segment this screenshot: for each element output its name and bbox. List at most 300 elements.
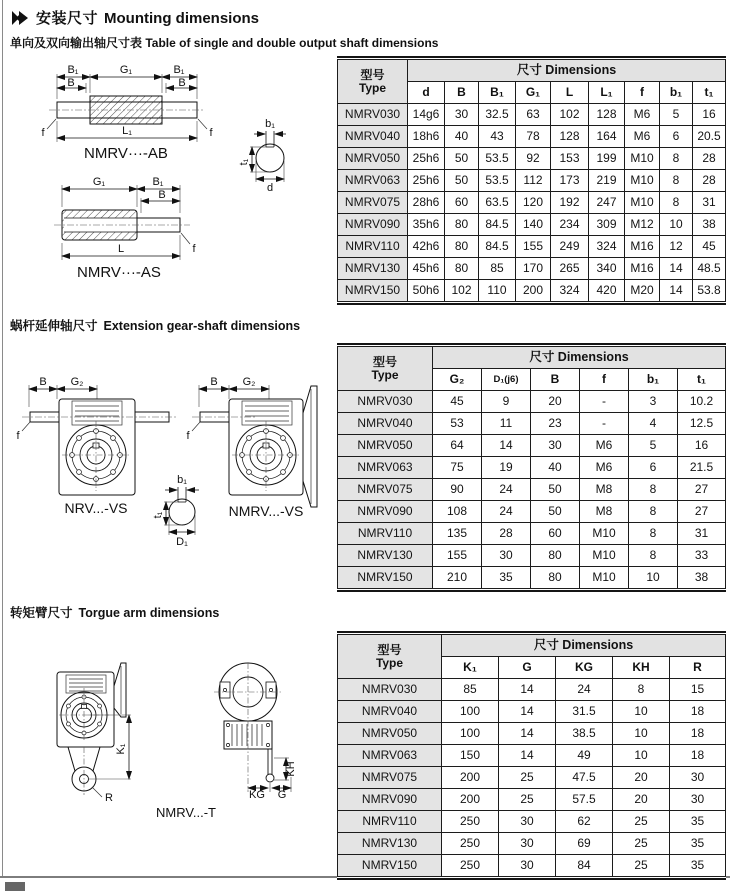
- dim-cell: 150: [442, 745, 499, 767]
- table-row: [338, 701, 726, 723]
- dim-label-L: L: [117, 243, 125, 255]
- dim-cell: 8: [629, 523, 678, 545]
- dim-label-G1: G₁: [92, 176, 106, 188]
- dim-cell: M6: [625, 104, 660, 126]
- dim-cell: 42h6: [408, 236, 445, 258]
- col-header-G2: G₂: [433, 369, 482, 391]
- dim-cell: 14g6: [408, 104, 445, 126]
- dim-cell: 85: [442, 679, 499, 701]
- extension-shaft-drawing: [2, 355, 332, 600]
- col-header-t1: t₁: [678, 369, 726, 391]
- dim-cell: 84.5: [479, 214, 516, 236]
- dim-cell: 120: [516, 192, 551, 214]
- dim-cell: 80: [445, 236, 479, 258]
- dim-cell: 31.5: [556, 701, 613, 723]
- type-cell: NMRV050: [338, 723, 442, 745]
- type-header-zh: 型号: [360, 67, 385, 82]
- table-row: [338, 126, 726, 148]
- dim-cell: 135: [433, 523, 482, 545]
- dim-cell: 153: [551, 148, 589, 170]
- table-row: [338, 545, 726, 567]
- dim-cell: 112: [516, 170, 551, 192]
- dim-label-d: d: [266, 182, 274, 194]
- dim-cell: M12: [625, 214, 660, 236]
- drawing-caption-nrv-vs: NRV...-VS: [64, 500, 128, 516]
- type-cell: NMRV075: [338, 767, 442, 789]
- col-header-b1: b₁: [629, 369, 678, 391]
- dim-cell: 8: [613, 679, 670, 701]
- dim-cell: 16: [678, 435, 726, 457]
- table-row: [338, 413, 726, 435]
- table-row: [338, 833, 726, 855]
- dim-cell: 340: [589, 258, 625, 280]
- torque-title-zh: 转矩臂尺寸: [10, 606, 73, 620]
- col-header-f: f: [625, 82, 660, 104]
- table-row: [338, 811, 726, 833]
- dim-cell: 25: [499, 767, 556, 789]
- type-cell: NMRV063: [338, 170, 408, 192]
- dim-cell: 8: [629, 545, 678, 567]
- dim-cell: 25: [499, 789, 556, 811]
- dim-cell: 24: [482, 479, 531, 501]
- page-title-zh: 安装尺寸: [36, 10, 99, 27]
- dim-cell: 80: [445, 214, 479, 236]
- dim-cell: 173: [551, 170, 589, 192]
- dim-label-B: B: [178, 77, 186, 89]
- dim-cell: 140: [516, 214, 551, 236]
- dim-cell: 200: [442, 767, 499, 789]
- type-cell: NMRV030: [338, 391, 433, 413]
- drawing-caption-nmrv-vs: NMRV...-VS: [228, 503, 304, 519]
- dim-label-G1: G₁: [119, 64, 133, 76]
- type-cell: NMRV030: [338, 104, 408, 126]
- dim-cell: 14: [499, 745, 556, 767]
- type-cell: NMRV130: [338, 545, 433, 567]
- dim-cell: 27: [678, 501, 726, 523]
- drawing-caption-ab: NMRV···-AB: [84, 145, 168, 162]
- dim-cell: 31: [678, 523, 726, 545]
- dim-cell: 12.5: [678, 413, 726, 435]
- dim-label-G: G: [277, 789, 287, 801]
- table-row: [338, 214, 726, 236]
- dim-label-f: f: [16, 430, 20, 442]
- dim-cell: 8: [660, 170, 693, 192]
- dim-cell: 10: [629, 567, 678, 589]
- dim-cell: 5: [660, 104, 693, 126]
- dim-label-f: f: [186, 430, 190, 442]
- table-row: [338, 679, 726, 701]
- dim-cell: 30: [499, 855, 556, 877]
- dim-cell: 24: [482, 501, 531, 523]
- col-header-B: B: [531, 369, 580, 391]
- type-cell: NMRV063: [338, 457, 433, 479]
- dim-cell: 10: [613, 701, 670, 723]
- dim-cell: 45h6: [408, 258, 445, 280]
- dim-cell: 60: [445, 192, 479, 214]
- dim-cell: 45: [433, 391, 482, 413]
- dim-cell: 420: [589, 280, 625, 302]
- dim-label-KH: KH: [285, 761, 297, 777]
- dim-cell: 11: [482, 413, 531, 435]
- type-cell: NMRV030: [338, 679, 442, 701]
- type-header-en: Type: [375, 655, 404, 670]
- page-title-en: Mounting dimensions: [104, 10, 260, 27]
- dim-cell: 14: [499, 679, 556, 701]
- dim-cell: 63.5: [479, 192, 516, 214]
- col-header-G: G: [499, 657, 556, 679]
- dim-cell: 164: [589, 126, 625, 148]
- dimensions-header: 尺寸 Dimensions: [433, 347, 726, 369]
- dim-cell: 35h6: [408, 214, 445, 236]
- dim-cell: 100: [442, 723, 499, 745]
- dim-cell: 25h6: [408, 170, 445, 192]
- col-header-G1: G₁: [516, 82, 551, 104]
- col-header-B1: B₁: [479, 82, 516, 104]
- dim-cell: M10: [580, 567, 629, 589]
- dim-cell: 53.5: [479, 170, 516, 192]
- dim-cell: 78: [516, 126, 551, 148]
- dim-cell: 21.5: [678, 457, 726, 479]
- col-header-d: d: [408, 82, 445, 104]
- dim-cell: 35: [482, 567, 531, 589]
- subtitle-en: Table of single and double output shaft dimensions: [145, 36, 439, 50]
- type-cell: NMRV040: [338, 126, 408, 148]
- table-row: [338, 723, 726, 745]
- dim-cell: 64: [433, 435, 482, 457]
- type-header-en: Type: [358, 80, 387, 95]
- dim-cell: 28: [482, 523, 531, 545]
- type-header: [338, 635, 442, 679]
- dim-cell: 53: [433, 413, 482, 435]
- dim-cell: 128: [551, 126, 589, 148]
- dim-cell: 20: [531, 391, 580, 413]
- dim-label-R: R: [105, 792, 113, 804]
- dim-cell: 6: [660, 126, 693, 148]
- dim-cell: 18h6: [408, 126, 445, 148]
- dim-cell: M16: [625, 236, 660, 258]
- section-marker-icon: [12, 11, 29, 25]
- dim-label-f: f: [41, 127, 45, 139]
- dim-label-b1: b₁: [265, 118, 275, 130]
- dim-cell: 249: [551, 236, 589, 258]
- col-header-f: f: [580, 369, 629, 391]
- dim-label-B: B: [210, 376, 218, 388]
- dim-cell: 199: [589, 148, 625, 170]
- dim-cell: M10: [580, 545, 629, 567]
- dim-cell: 18: [670, 701, 726, 723]
- dim-cell: -: [580, 413, 629, 435]
- dim-label-B1: B₁: [67, 64, 79, 76]
- dim-cell: 20.5: [693, 126, 726, 148]
- dim-label-b1: b₁: [177, 474, 187, 486]
- dim-cell: 102: [445, 280, 479, 302]
- dim-cell: 62: [556, 811, 613, 833]
- dim-cell: 45: [693, 236, 726, 258]
- dim-cell: 50h6: [408, 280, 445, 302]
- dim-cell: 30: [670, 767, 726, 789]
- dim-cell: 50: [531, 479, 580, 501]
- dim-cell: 10.2: [678, 391, 726, 413]
- dim-cell: 85: [479, 258, 516, 280]
- dim-cell: 43: [479, 126, 516, 148]
- table-row: [338, 170, 726, 192]
- dim-label-D1: D₁: [176, 536, 188, 548]
- dim-cell: 250: [442, 855, 499, 877]
- dim-cell: 102: [551, 104, 589, 126]
- dim-cell: M6: [625, 126, 660, 148]
- dim-cell: 25: [613, 833, 670, 855]
- dim-cell: 24: [556, 679, 613, 701]
- dim-cell: 53.5: [479, 148, 516, 170]
- dim-cell: 50: [445, 148, 479, 170]
- dim-cell: 309: [589, 214, 625, 236]
- dim-cell: M8: [580, 501, 629, 523]
- type-cell: NMRV150: [338, 855, 442, 877]
- table-row: [338, 501, 726, 523]
- dim-cell: 8: [660, 148, 693, 170]
- dim-cell: 84: [556, 855, 613, 877]
- dim-cell: 19: [482, 457, 531, 479]
- dim-cell: 210: [433, 567, 482, 589]
- dim-cell: M10: [625, 148, 660, 170]
- dim-cell: 10: [613, 723, 670, 745]
- page-title: [36, 7, 259, 28]
- dim-cell: 50: [445, 170, 479, 192]
- dim-cell: 10: [660, 214, 693, 236]
- dim-cell: 38: [678, 567, 726, 589]
- table-row: [338, 192, 726, 214]
- dim-cell: 9: [482, 391, 531, 413]
- dim-label-G2: G₂: [242, 376, 256, 388]
- dimensions-header: 尺寸 Dimensions: [442, 635, 726, 657]
- table-row: [338, 855, 726, 877]
- dim-cell: 16: [693, 104, 726, 126]
- table-row: [338, 391, 726, 413]
- dim-cell: M6: [580, 457, 629, 479]
- output-shaft-table: [337, 56, 726, 305]
- dim-cell: 14: [499, 723, 556, 745]
- table-header-row: [338, 635, 726, 657]
- type-cell: NMRV130: [338, 833, 442, 855]
- dim-cell: 30: [499, 811, 556, 833]
- extension-section-title: [10, 316, 300, 334]
- dim-cell: 28: [693, 148, 726, 170]
- dim-cell: 8: [629, 479, 678, 501]
- dim-cell: 14: [660, 258, 693, 280]
- dim-label-KG: KG: [249, 789, 265, 801]
- dim-cell: 8: [660, 192, 693, 214]
- type-cell: NMRV110: [338, 236, 408, 258]
- dim-cell: 219: [589, 170, 625, 192]
- dim-cell: M10: [625, 170, 660, 192]
- drawing-caption-t: NMRV...-T: [156, 805, 216, 820]
- dim-cell: 192: [551, 192, 589, 214]
- type-cell: NMRV110: [338, 523, 433, 545]
- table-row: [338, 104, 726, 126]
- dim-cell: 4: [629, 413, 678, 435]
- type-cell: NMRV075: [338, 192, 408, 214]
- torque-title-en: Torgue arm dimensions: [78, 606, 220, 620]
- dim-cell: 25h6: [408, 148, 445, 170]
- dim-label-t1: t₁: [152, 511, 164, 519]
- type-cell: NMRV063: [338, 745, 442, 767]
- dim-cell: 110: [479, 280, 516, 302]
- dim-cell: 108: [433, 501, 482, 523]
- type-header: [338, 60, 408, 104]
- dim-cell: 48.5: [693, 258, 726, 280]
- table-row: [338, 148, 726, 170]
- type-cell: NMRV090: [338, 214, 408, 236]
- dim-cell: 47.5: [556, 767, 613, 789]
- dim-cell: 170: [516, 258, 551, 280]
- dim-cell: -: [580, 391, 629, 413]
- type-cell: NMRV050: [338, 435, 433, 457]
- dim-label-B: B: [39, 376, 47, 388]
- dim-cell: 69: [556, 833, 613, 855]
- dim-cell: 25: [613, 855, 670, 877]
- dim-cell: M20: [625, 280, 660, 302]
- page-subtitle: [10, 34, 438, 51]
- dim-cell: 5: [629, 435, 678, 457]
- dim-cell: 20: [613, 767, 670, 789]
- output-shaft-drawing: [2, 55, 332, 300]
- dim-cell: 12: [660, 236, 693, 258]
- dim-cell: 27: [678, 479, 726, 501]
- type-header-zh: 型号: [377, 642, 402, 657]
- extension-title-en: Extension gear-shaft dimensions: [103, 319, 301, 333]
- dim-cell: 6: [629, 457, 678, 479]
- table-row: [338, 236, 726, 258]
- dim-label-f: f: [192, 243, 196, 255]
- dim-cell: 18: [670, 723, 726, 745]
- drawing-caption-as: NMRV···-AS: [77, 264, 161, 281]
- dim-cell: 35: [670, 833, 726, 855]
- type-header-zh: 型号: [372, 354, 397, 369]
- col-header-R: R: [670, 657, 726, 679]
- dim-cell: 30: [531, 435, 580, 457]
- dim-cell: 30: [670, 789, 726, 811]
- dim-label-K1: K₁: [115, 743, 127, 755]
- dim-cell: 80: [531, 567, 580, 589]
- table-row: [338, 767, 726, 789]
- dim-cell: 8: [629, 501, 678, 523]
- dim-cell: 265: [551, 258, 589, 280]
- type-cell: NMRV090: [338, 501, 433, 523]
- dim-cell: 49: [556, 745, 613, 767]
- dim-cell: 3: [629, 391, 678, 413]
- dim-cell: M16: [625, 258, 660, 280]
- dim-cell: 247: [589, 192, 625, 214]
- dim-cell: 90: [433, 479, 482, 501]
- dim-label-t1: t₁: [238, 158, 250, 166]
- col-header-KG: KG: [556, 657, 613, 679]
- dim-cell: 14: [660, 280, 693, 302]
- dim-cell: 155: [433, 545, 482, 567]
- torque-section-title: [10, 603, 219, 621]
- dim-cell: 30: [499, 833, 556, 855]
- dim-cell: 38: [693, 214, 726, 236]
- dim-cell: 200: [516, 280, 551, 302]
- dim-cell: 53.8: [693, 280, 726, 302]
- dim-cell: M10: [625, 192, 660, 214]
- table-header-row: [338, 60, 726, 82]
- dim-cell: 10: [613, 745, 670, 767]
- dim-cell: 15: [670, 679, 726, 701]
- col-header-B: B: [445, 82, 479, 104]
- dim-cell: 250: [442, 811, 499, 833]
- dim-label-B: B: [158, 189, 166, 201]
- dim-cell: 63: [516, 104, 551, 126]
- page-header: [12, 7, 259, 28]
- dim-cell: 32.5: [479, 104, 516, 126]
- dim-cell: 57.5: [556, 789, 613, 811]
- col-header-K1: K₁: [442, 657, 499, 679]
- dim-cell: 100: [442, 701, 499, 723]
- dim-label-G2: G₂: [70, 376, 84, 388]
- footer-mark: [5, 882, 25, 891]
- col-header-D1j6: D₁(j6): [482, 369, 531, 391]
- type-cell: NMRV150: [338, 280, 408, 302]
- table-row: [338, 479, 726, 501]
- dim-cell: 200: [442, 789, 499, 811]
- dim-cell: 35: [670, 811, 726, 833]
- dim-cell: 234: [551, 214, 589, 236]
- dim-cell: 14: [499, 701, 556, 723]
- col-header-b1: b₁: [660, 82, 693, 104]
- dim-cell: 18: [670, 745, 726, 767]
- col-header-L1: L₁: [589, 82, 625, 104]
- col-header-L: L: [551, 82, 589, 104]
- dim-cell: M6: [580, 435, 629, 457]
- table-row: [338, 435, 726, 457]
- dim-cell: 31: [693, 192, 726, 214]
- dim-cell: 25: [613, 811, 670, 833]
- dim-cell: 250: [442, 833, 499, 855]
- dim-cell: 60: [531, 523, 580, 545]
- extension-shaft-table: [337, 343, 726, 592]
- dim-label-B1: B₁: [173, 64, 185, 76]
- table-row: [338, 789, 726, 811]
- dim-cell: 40: [445, 126, 479, 148]
- type-header: [338, 347, 433, 391]
- type-cell: NMRV110: [338, 811, 442, 833]
- extension-title-zh: 蜗杆延伸轴尺寸: [10, 319, 98, 333]
- dim-cell: 33: [678, 545, 726, 567]
- dim-cell: 35: [670, 855, 726, 877]
- type-cell: NMRV130: [338, 258, 408, 280]
- torque-arm-drawing: [2, 630, 332, 865]
- dim-cell: 324: [551, 280, 589, 302]
- table-row: [338, 280, 726, 302]
- dim-cell: 23: [531, 413, 580, 435]
- table-row: [338, 523, 726, 545]
- dim-cell: 75: [433, 457, 482, 479]
- dim-cell: 30: [482, 545, 531, 567]
- dim-cell: 84.5: [479, 236, 516, 258]
- dim-label-L1: L₁: [122, 125, 132, 137]
- type-header-en: Type: [371, 367, 399, 382]
- dim-cell: 20: [613, 789, 670, 811]
- table-row: [338, 745, 726, 767]
- dim-label-f: f: [209, 127, 213, 139]
- dim-cell: 80: [531, 545, 580, 567]
- dim-cell: M10: [580, 523, 629, 545]
- type-cell: NMRV050: [338, 148, 408, 170]
- dim-cell: 80: [445, 258, 479, 280]
- type-cell: NMRV075: [338, 479, 433, 501]
- col-header-t1: t₁: [693, 82, 726, 104]
- dim-cell: 14: [482, 435, 531, 457]
